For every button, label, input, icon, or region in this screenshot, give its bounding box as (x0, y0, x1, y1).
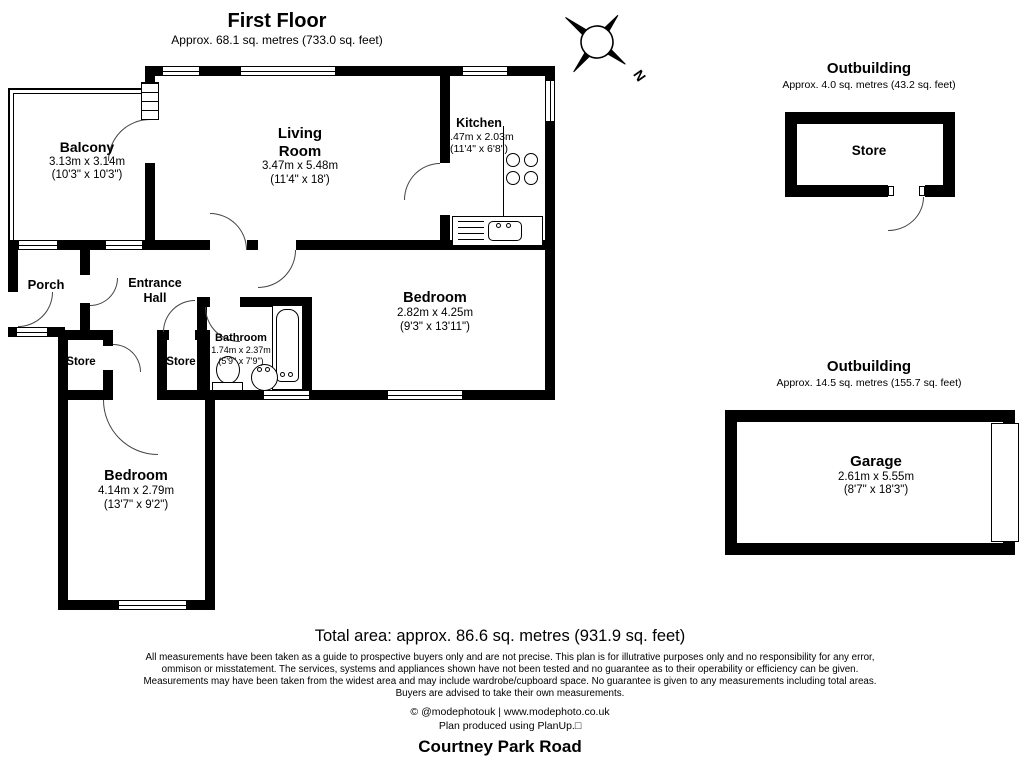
wall (925, 185, 955, 197)
door-arc (90, 278, 118, 306)
wall (103, 370, 113, 400)
total-area-text: Total area: approx. 86.6 sq. metres (931.9 sq. feet) (314, 627, 686, 645)
room-label-entrance-hall: Entrance Hall (128, 276, 182, 305)
wall (205, 400, 215, 610)
hob-burner-icon (524, 171, 538, 185)
door-arc (18, 292, 53, 327)
wall (725, 543, 1015, 555)
room-name: Garage (850, 453, 902, 470)
door-arc (210, 213, 247, 250)
page-title: First Floor (227, 10, 327, 32)
room-dims-imperial: (5'9" x 7'9") (218, 355, 264, 366)
wall (80, 250, 90, 275)
room-dims-metric: 2.61m x 5.55m (837, 470, 915, 483)
garage-door (991, 423, 1019, 542)
sink-basin (488, 221, 522, 241)
door-arc (888, 197, 924, 231)
page-title-area: Approx. 68.1 sq. metres (733.0 sq. feet) (171, 33, 383, 47)
disclaimer-text (110, 652, 910, 700)
door-arc (103, 400, 158, 455)
produced-by-text: Plan produced using PlanUp.□ (438, 720, 582, 732)
compass-north-label: N (630, 66, 650, 85)
wall (785, 112, 955, 124)
draining-board-icon (458, 221, 484, 241)
room-label-store-right: Store (166, 356, 196, 368)
door-jamb (888, 186, 894, 196)
hob-burner-icon (506, 171, 520, 185)
room-label-outbuilding-store: Store (851, 143, 887, 158)
room-dims-imperial: (9'3" x 13'11") (400, 320, 470, 333)
door-arc (404, 163, 440, 200)
room-dims-metric: 3.47m x 5.48m (261, 160, 339, 173)
bathtub-inner (276, 309, 299, 382)
credit-text: © @modephotouk | www.modephoto.co.uk (410, 706, 610, 718)
room-label-balcony (49, 139, 125, 183)
wall (58, 390, 103, 400)
tap-icon (257, 367, 262, 372)
wall (155, 240, 210, 250)
wall (145, 66, 155, 82)
wall (725, 410, 1015, 422)
outbuilding-store-title: Outbuilding (826, 60, 912, 77)
room-dims-metric: 3.47m x 2.03m (444, 130, 514, 143)
room-dims-metric: 3.13m x 3.14m (48, 155, 126, 168)
tap-icon (280, 372, 285, 377)
room-dims-imperial: (11'4" x 6'8") (450, 143, 508, 156)
room-label-bedroom-right (397, 290, 473, 334)
room-label-porch: Porch (27, 277, 65, 292)
disclaimer-line: Buyers are advised to take their own measurements. (395, 687, 625, 699)
hob-burner-icon (524, 153, 538, 167)
room-dims-imperial: (8'7" x 18'3") (843, 484, 909, 497)
window (141, 82, 159, 120)
outbuilding-garage-title: Outbuilding (826, 358, 912, 375)
wall (197, 297, 210, 307)
window (118, 600, 187, 610)
tap-icon (496, 223, 501, 228)
wall (302, 297, 312, 400)
door-jamb (919, 186, 925, 196)
door-arc (113, 344, 141, 372)
wall (785, 185, 888, 197)
disclaimer-line: All measurements have been taken as a guide to prospective buyers only and are not precise. This plan is for illutrative purposes only and no responsibility for any error, (145, 652, 875, 663)
wall (103, 330, 113, 346)
address-title: Courtney Park Road (418, 737, 582, 756)
wall (725, 410, 737, 555)
compass-rose-icon (552, 2, 662, 92)
room-dims-metric: 1.74m x 2.37m (211, 344, 271, 355)
wall (8, 250, 18, 292)
room-name: Bathroom (215, 332, 267, 344)
tap-icon (265, 367, 270, 372)
room-label-store-left: Store (66, 356, 96, 368)
wall (440, 215, 450, 250)
window (105, 240, 143, 250)
window (462, 66, 508, 76)
room-dims-imperial: (11'4" x 18') (270, 173, 330, 186)
window (16, 327, 48, 337)
room-name: Bedroom (403, 290, 467, 306)
outbuilding-store-area: Approx. 4.0 sq. metres (43.2 sq. feet) (782, 79, 956, 91)
room-dims-imperial: (13'7" x 9'2") (103, 498, 169, 511)
room-dims-imperial: (10'3" x 10'3") (51, 169, 123, 182)
wall (158, 390, 555, 400)
disclaimer-line: ommison or misstatement. The services, systems and appliances shown have not been tested and no guarantee as to their operability or efficiency can be given. (161, 663, 859, 675)
window (387, 390, 463, 400)
window (18, 240, 58, 250)
disclaimer-line: Measurements may have been taken from the widest area and may include wardrobe/cupboard space. No guarantee is given to any measurements including total areas. (143, 675, 877, 687)
room-name: Living Room (277, 125, 323, 160)
room-label-kitchen (444, 116, 513, 156)
wall (58, 330, 68, 610)
window (162, 66, 200, 76)
window (240, 66, 336, 76)
room-label-living-room (261, 125, 339, 188)
room-name: Kitchen (456, 116, 502, 130)
wall (247, 240, 258, 250)
door-arc (258, 250, 296, 288)
tap-icon (506, 223, 511, 228)
room-name: Bedroom (104, 468, 168, 484)
outbuilding-garage-area: Approx. 14.5 sq. metres (155.7 sq. feet) (776, 377, 962, 389)
room-name: Balcony (59, 139, 115, 155)
room-dims-metric: 2.82m x 4.25m (396, 307, 474, 320)
room-label-garage (838, 453, 914, 498)
window (263, 390, 310, 400)
toilet-cistern (212, 382, 243, 391)
tap-icon (288, 372, 293, 377)
room-label-bathroom (211, 332, 271, 366)
room-label-bedroom-lower (98, 468, 174, 512)
room-dims-metric: 4.14m x 2.79m (97, 485, 175, 498)
